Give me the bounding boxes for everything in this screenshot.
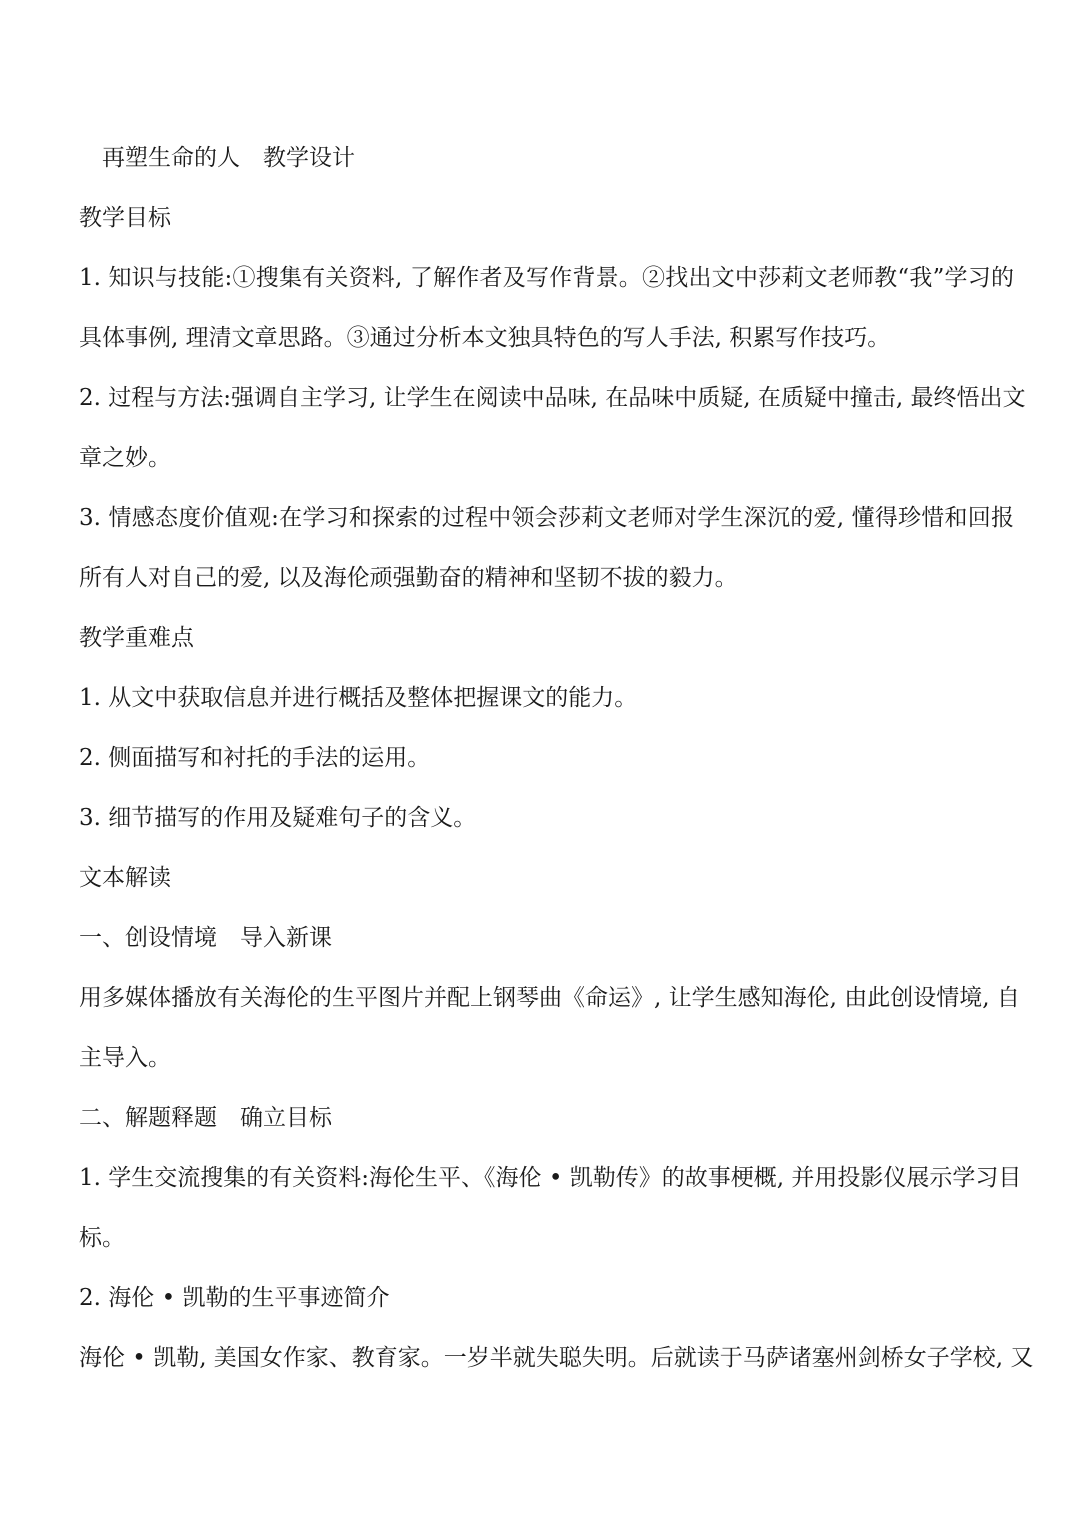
section-heading-key-difficulties: 教学重难点 [79, 625, 194, 651]
paragraph-line: 2. 过程与方法:强调自主学习, 让学生在阅读中品味, 在品味中质疑, 在质疑中撞击, 最终悟出文 [79, 385, 1026, 411]
paragraph-line: 3. 细节描写的作用及疑难句子的含义。 [79, 805, 477, 831]
paragraph-line: 海伦 • 凯勒, 美国女作家、教育家。一岁半就失聪失明。后就读于马萨诸塞州剑桥女子学校, 又 [79, 1345, 1034, 1371]
document-title: 再塑生命的人 教学设计 [102, 145, 355, 171]
paragraph-line: 1. 从文中获取信息并进行概括及整体把握课文的能力。 [79, 685, 638, 711]
section-heading-text-reading: 文本解读 [79, 865, 171, 891]
section-heading-teaching-goals: 教学目标 [79, 205, 171, 231]
paragraph-line: 3. 情感态度价值观:在学习和探索的过程中领会莎莉文老师对学生深沉的爱, 懂得珍惜和回报 [79, 505, 1014, 531]
paragraph-line: 所有人对自己的爱, 以及海伦顽强勤奋的精神和坚韧不拔的毅力。 [79, 565, 738, 591]
paragraph-line: 1. 学生交流搜集的有关资料:海伦生平、《海伦 • 凯勒传》的故事梗概, 并用投影仪展示学习目 [79, 1165, 1022, 1191]
document-page [79, 128, 1034, 1388]
paragraph-line: 主导入。 [79, 1045, 171, 1071]
paragraph-line: 标。 [79, 1225, 125, 1251]
subsection-heading: 二、解题释题 确立目标 [79, 1105, 332, 1131]
paragraph-line: 2. 海伦 • 凯勒的生平事迹简介 [79, 1285, 390, 1311]
paragraph-line: 用多媒体播放有关海伦的生平图片并配上钢琴曲《命运》, 让学生感知海伦, 由此创设情境, 自 [79, 985, 1020, 1011]
paragraph-line: 章之妙。 [79, 445, 171, 471]
paragraph-line: 具体事例, 理清文章思路。③通过分析本文独具特色的写人手法, 积累写作技巧。 [79, 325, 891, 351]
paragraph-line: 1. 知识与技能:①搜集有关资料, 了解作者及写作背景。②找出文中莎莉文老师教“我”学习的 [79, 265, 1014, 291]
subsection-heading: 一、创设情境 导入新课 [79, 925, 332, 951]
paragraph-line: 2. 侧面描写和衬托的手法的运用。 [79, 745, 431, 771]
